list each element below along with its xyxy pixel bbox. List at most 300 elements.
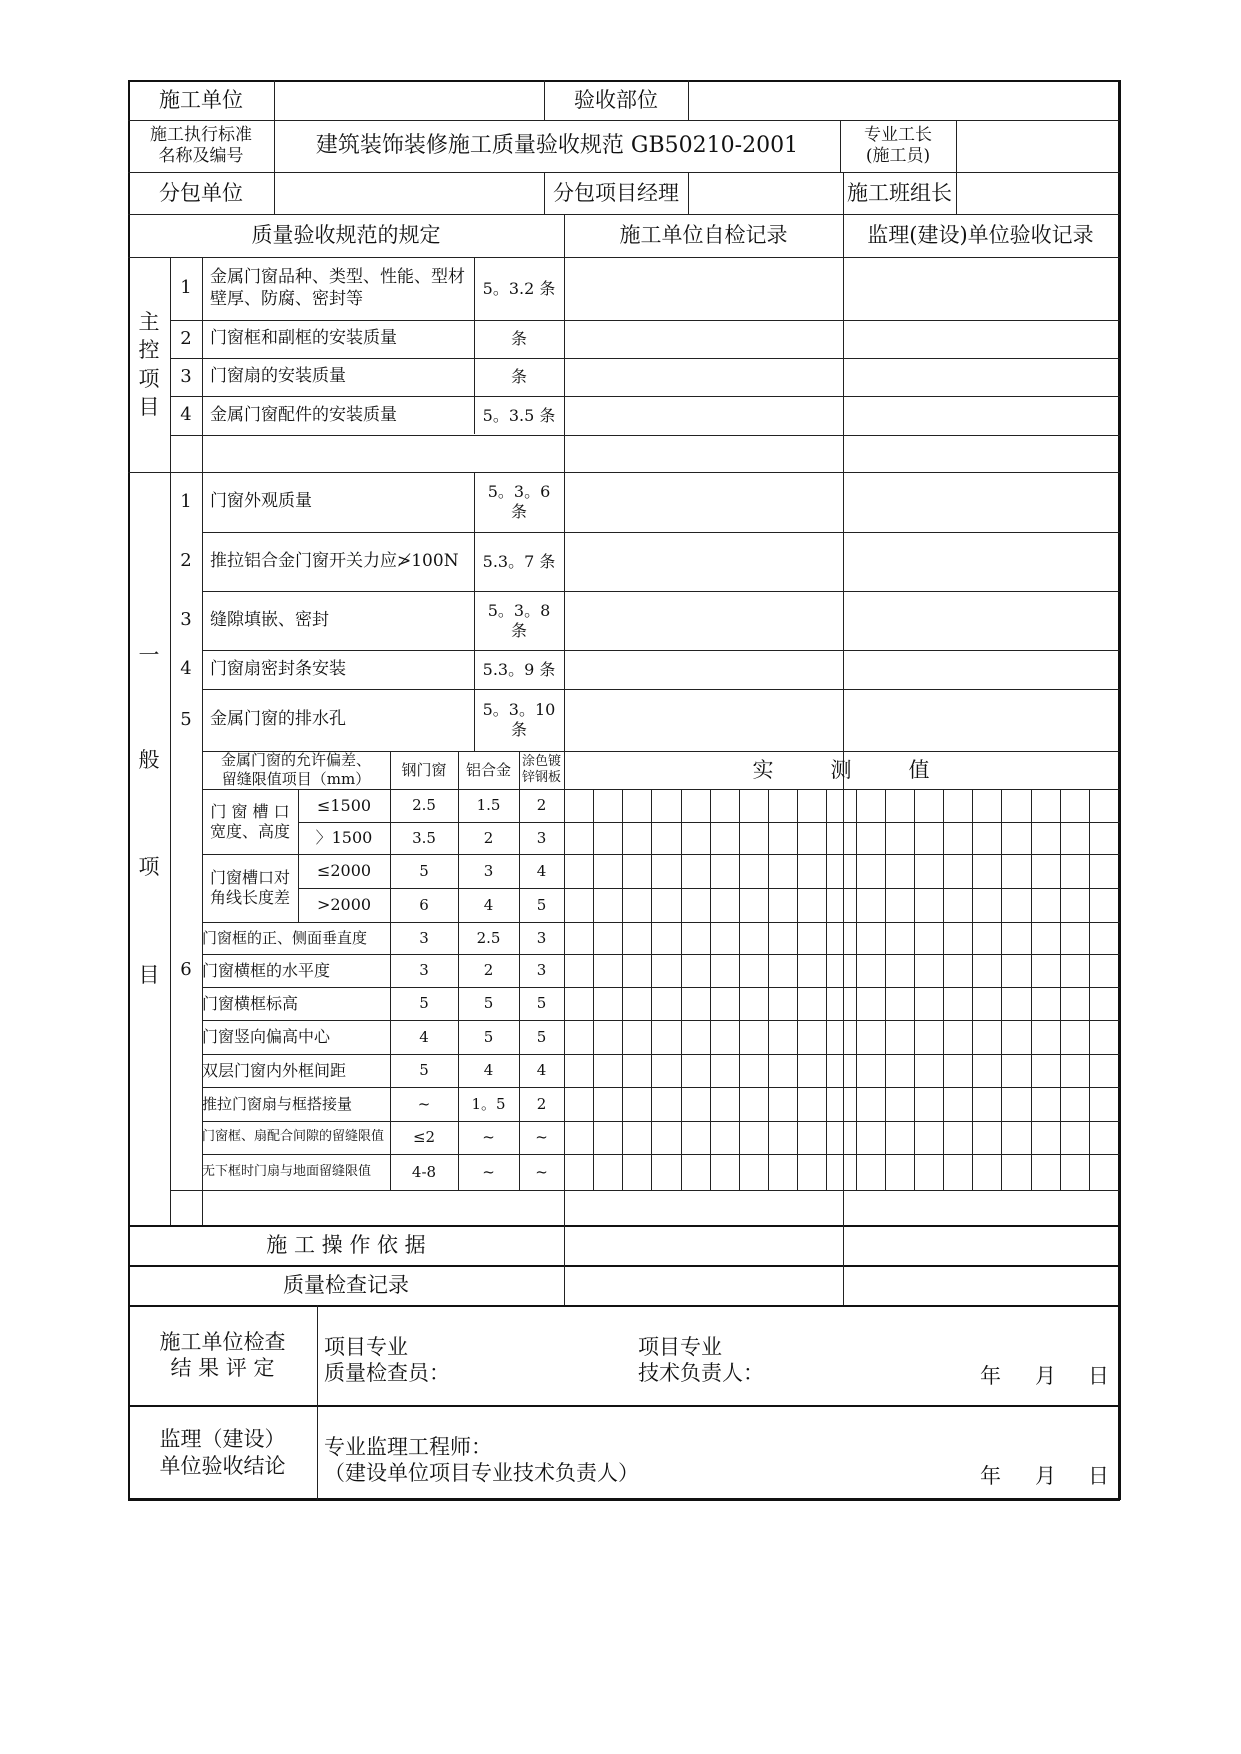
measured-value-cell[interactable] [739, 1020, 768, 1054]
measured-value-cell[interactable] [885, 854, 914, 888]
measured-value-cell[interactable] [826, 987, 856, 1020]
measured-value-cell[interactable] [972, 888, 1001, 922]
measured-value-cell[interactable] [710, 822, 739, 854]
measured-value-cell[interactable] [622, 954, 651, 987]
measured-label-char: 测 [830, 757, 852, 782]
self-check-record-field[interactable] [564, 257, 843, 320]
general-items-group-label [128, 472, 170, 1225]
measured-value-cell[interactable] [885, 1087, 914, 1121]
measured-value-cell[interactable] [739, 987, 768, 1020]
measured-value-cell[interactable] [739, 1087, 768, 1121]
measured-value-cell[interactable] [885, 1020, 914, 1054]
measured-value-cell[interactable] [1060, 789, 1089, 822]
measured-value-cell[interactable] [681, 1121, 710, 1154]
measured-value-cell[interactable] [856, 1121, 885, 1154]
measured-value-cell[interactable] [651, 789, 681, 822]
measured-value-cell[interactable] [564, 822, 593, 854]
self-check-record-field[interactable] [564, 472, 843, 532]
coated-tolerance: 3 [536, 961, 547, 980]
measured-value-cell[interactable] [651, 1087, 681, 1121]
measured-value-cell[interactable] [885, 922, 914, 954]
measured-value-cell[interactable] [1060, 888, 1089, 922]
measured-value-cell[interactable] [651, 954, 681, 987]
measured-value-cell[interactable] [651, 1121, 681, 1154]
measured-value-cell[interactable] [826, 954, 856, 987]
measured-value-cell[interactable] [972, 922, 1001, 954]
measured-value-cell[interactable] [1031, 954, 1060, 987]
supervision-record-field[interactable] [843, 257, 1118, 320]
measured-value-cell[interactable] [710, 789, 739, 822]
tolerance-condition: ≤2000 [316, 861, 372, 880]
tolerance-group-label [202, 789, 298, 854]
self-check-record-field[interactable] [564, 532, 843, 591]
self-check-record-field[interactable] [564, 435, 843, 472]
measured-value-cell[interactable] [914, 822, 943, 854]
measured-value-cell[interactable] [593, 922, 622, 954]
measured-value-cell[interactable] [914, 1054, 943, 1087]
tolerance-group-label-line: 门窗槽口对 [209, 868, 290, 887]
supervision-record-field[interactable] [843, 532, 1118, 591]
steel-tolerance: 5 [419, 861, 429, 880]
self-check-column-header: 施工单位自检记录 [619, 223, 788, 248]
measured-value-cell[interactable] [681, 1020, 710, 1054]
measured-value-cell[interactable] [914, 1121, 943, 1154]
measured-value-cell[interactable] [1060, 1020, 1089, 1054]
acceptance-part-field[interactable] [688, 80, 1118, 120]
measured-value-cell[interactable] [710, 1020, 739, 1054]
measured-value-cell[interactable] [972, 987, 1001, 1020]
measured-value-cell[interactable] [651, 854, 681, 888]
measured-value-cell[interactable] [797, 888, 826, 922]
measured-value-cell[interactable] [885, 954, 914, 987]
measured-value-cell[interactable] [710, 1154, 739, 1190]
coated-tolerance: 2 [536, 1094, 547, 1113]
measured-value-cell[interactable] [593, 987, 622, 1020]
measured-value-cell[interactable] [768, 922, 797, 954]
steel-tolerance: ≤2 [412, 1128, 436, 1147]
measured-value-cell[interactable] [797, 987, 826, 1020]
measured-value-cell[interactable] [710, 954, 739, 987]
supervision-record-field[interactable] [843, 689, 1118, 751]
measured-value-cell[interactable] [564, 888, 593, 922]
measured-value-cell[interactable] [681, 922, 710, 954]
self-check-record-field[interactable] [564, 591, 843, 650]
measured-value-cell[interactable] [1031, 1087, 1060, 1121]
aluminium-tolerance: 2.5 [476, 928, 501, 947]
self-check-record-field[interactable] [564, 650, 843, 689]
measured-value-cell[interactable] [826, 922, 856, 954]
measured-value-cell[interactable] [651, 1154, 681, 1190]
measured-value-cell[interactable] [826, 1121, 856, 1154]
measured-value-cell[interactable] [797, 854, 826, 888]
aluminium-tolerance: ~ [482, 1162, 495, 1181]
supervision-record-field[interactable] [843, 358, 1118, 396]
measured-value-cell[interactable] [681, 1154, 710, 1190]
construction-basis-supervision-field[interactable] [843, 1225, 1118, 1265]
measured-value-cell[interactable] [622, 1087, 651, 1121]
construction-eval-label-line: 结 果 评 定 [170, 1356, 275, 1380]
measured-value-cell[interactable] [739, 1121, 768, 1154]
coated-tolerance: ~ [535, 1162, 548, 1181]
coated-tolerance: ~ [535, 1128, 548, 1147]
measured-value-cell[interactable] [622, 854, 651, 888]
measured-value-cell[interactable] [856, 1154, 885, 1190]
self-check-record-field[interactable] [564, 396, 843, 435]
supervision-conclusion-label-line: 单位验收结论 [159, 1453, 286, 1478]
measured-value-cell[interactable] [972, 954, 1001, 987]
measured-value-cell[interactable] [797, 1020, 826, 1054]
measured-value-cell[interactable] [593, 888, 622, 922]
measured-value-cell[interactable] [622, 888, 651, 922]
measured-value-cell[interactable] [651, 922, 681, 954]
measured-value-cell[interactable] [826, 1154, 856, 1190]
standard-name: 建筑装饰装修施工质量验收规范 GB50210-2001 [315, 133, 799, 159]
measured-value-cell[interactable] [651, 1054, 681, 1087]
measured-value-cell[interactable] [856, 1020, 885, 1054]
measured-value-cell[interactable] [1001, 854, 1031, 888]
group-label-char: 般 [138, 747, 160, 772]
measured-value-cell[interactable] [943, 1154, 972, 1190]
measured-value-cell[interactable] [564, 1121, 593, 1154]
quality-inspector-label [324, 1330, 628, 1390]
measured-value-cell[interactable] [1001, 1087, 1031, 1121]
measured-value-cell[interactable] [856, 1054, 885, 1087]
measured-value-cell[interactable] [768, 1121, 797, 1154]
measured-value-cell[interactable] [651, 822, 681, 854]
coated-column-header-line: 涂色镀 [521, 753, 561, 769]
measured-value-cell[interactable] [972, 1121, 1001, 1154]
measured-value-cell[interactable] [943, 888, 972, 922]
measured-value-cell[interactable] [914, 1087, 943, 1121]
construction-unit-field[interactable] [274, 80, 544, 120]
measured-value-cell[interactable] [739, 789, 768, 822]
measured-value-cell[interactable] [1060, 854, 1089, 888]
measured-value-cell[interactable] [1031, 1054, 1060, 1087]
measured-value-cell[interactable] [885, 789, 914, 822]
measured-value-cell[interactable] [914, 888, 943, 922]
measured-value-cell[interactable] [622, 1020, 651, 1054]
measured-value-cell[interactable] [914, 854, 943, 888]
measured-value-cell[interactable] [564, 1087, 593, 1121]
group-label-char: 一 [138, 642, 160, 667]
measured-value-cell[interactable] [564, 954, 593, 987]
standard-label-line: 名称及编号 [158, 146, 244, 166]
measured-value-cell[interactable] [710, 987, 739, 1020]
measured-value-cell[interactable] [739, 888, 768, 922]
measured-value-cell[interactable] [768, 1020, 797, 1054]
measured-value-cell[interactable] [972, 822, 1001, 854]
supervision-record-field[interactable] [843, 650, 1118, 689]
measured-value-cell[interactable] [768, 954, 797, 987]
coated-tolerance: 3 [536, 928, 547, 947]
measured-value-cell[interactable] [797, 1087, 826, 1121]
measured-value-cell[interactable] [1031, 987, 1060, 1020]
measured-value-cell[interactable] [943, 1054, 972, 1087]
measured-value-cell[interactable] [885, 1121, 914, 1154]
measured-value-cell[interactable] [1031, 789, 1060, 822]
item-number: 1 [180, 277, 192, 299]
measured-value-cell[interactable] [1001, 1121, 1031, 1154]
measured-value-cell[interactable] [593, 954, 622, 987]
measured-value-cell[interactable] [768, 789, 797, 822]
aluminium-tolerance: ~ [482, 1128, 495, 1147]
aluminium-tolerance: 2 [483, 961, 494, 980]
measured-value-cell[interactable] [564, 987, 593, 1020]
measured-value-cell[interactable] [1060, 822, 1089, 854]
measured-value-cell[interactable] [651, 1020, 681, 1054]
measured-value-cell[interactable] [797, 1054, 826, 1087]
measured-value-cell[interactable] [739, 954, 768, 987]
coated-tolerance: 5 [536, 895, 547, 914]
measured-value-cell[interactable] [564, 1054, 593, 1087]
measured-value-cell[interactable] [681, 854, 710, 888]
measured-value-cell[interactable] [856, 854, 885, 888]
measured-value-cell[interactable] [797, 1121, 826, 1154]
measured-value-cell[interactable] [914, 954, 943, 987]
measured-value-cell[interactable] [856, 888, 885, 922]
measured-value-cell[interactable] [739, 1154, 768, 1190]
measured-value-cell[interactable] [681, 822, 710, 854]
measured-value-cell[interactable] [622, 922, 651, 954]
measured-value-cell[interactable] [1001, 954, 1031, 987]
measured-value-cell[interactable] [943, 1087, 972, 1121]
measured-value-cell[interactable] [593, 1054, 622, 1087]
measured-value-cell[interactable] [739, 1054, 768, 1087]
acceptance-part-label: 验收部位 [574, 87, 658, 112]
measured-value-cell[interactable] [622, 789, 651, 822]
measured-value-cell[interactable] [622, 1121, 651, 1154]
group-label-char: 控 [138, 338, 160, 363]
tolerance-item-name: 推拉门窗扇与框搭接量 [202, 1094, 353, 1113]
measured-value-cell[interactable] [564, 854, 593, 888]
measured-value-cell[interactable] [943, 987, 972, 1020]
measured-value-cell[interactable] [856, 1087, 885, 1121]
measured-value-cell[interactable] [593, 1121, 622, 1154]
measured-value-cell[interactable] [1001, 1020, 1031, 1054]
measured-value-cell[interactable] [593, 1087, 622, 1121]
day-label: 日 [1088, 1363, 1109, 1388]
measured-value-cell[interactable] [943, 1121, 972, 1154]
measured-value-cell[interactable] [1060, 1054, 1089, 1087]
measured-value-cell[interactable] [710, 922, 739, 954]
month-label: 月 [1035, 1463, 1056, 1488]
measured-value-cell[interactable] [710, 888, 739, 922]
supervision-record-field[interactable] [843, 396, 1118, 435]
subcontract-manager-field[interactable] [688, 172, 843, 214]
measured-value-cell[interactable] [768, 822, 797, 854]
measured-value-cell[interactable] [856, 822, 885, 854]
measured-value-cell[interactable] [943, 1020, 972, 1054]
measured-value-cell[interactable] [768, 1087, 797, 1121]
foreman-field[interactable] [956, 120, 1118, 172]
measured-value-cell[interactable] [710, 1087, 739, 1121]
measured-value-cell[interactable] [885, 822, 914, 854]
tolerance-group-label-line: 角线长度差 [209, 888, 290, 907]
item-number: 6 [180, 959, 192, 981]
measured-value-cell[interactable] [681, 1087, 710, 1121]
coated-tolerance: 4 [536, 861, 547, 880]
aluminium-tolerance: 4 [483, 895, 494, 914]
measured-value-cell[interactable] [622, 1054, 651, 1087]
measured-value-cell[interactable] [622, 987, 651, 1020]
tolerance-condition: >2000 [316, 895, 372, 914]
measured-value-cell[interactable] [914, 789, 943, 822]
measured-value-cell[interactable] [1001, 822, 1031, 854]
measured-value-cell[interactable] [856, 954, 885, 987]
measured-value-cell[interactable] [856, 922, 885, 954]
measured-value-cell[interactable] [885, 987, 914, 1020]
tolerance-item-name: 门窗框的正、侧面垂直度 [202, 928, 368, 947]
measured-value-cell[interactable] [622, 1154, 651, 1190]
measured-value-cell[interactable] [1001, 888, 1031, 922]
subcontract-unit-field[interactable] [274, 172, 544, 214]
measured-value-cell[interactable] [914, 987, 943, 1020]
measured-value-cell[interactable] [593, 1020, 622, 1054]
measured-value-cell[interactable] [710, 854, 739, 888]
measured-value-cell[interactable] [856, 987, 885, 1020]
item-description: 门窗外观质量 [210, 491, 312, 512]
measured-value-cell[interactable] [651, 987, 681, 1020]
supervising-engineer-label-line: 专业监理工程师： [324, 1434, 492, 1459]
measured-value-cell[interactable] [1001, 987, 1031, 1020]
measured-value-cell[interactable] [1031, 854, 1060, 888]
measured-value-cell[interactable] [826, 789, 856, 822]
measured-value-cell[interactable] [1060, 954, 1089, 987]
team-leader-field[interactable] [956, 172, 1118, 214]
measured-value-cell[interactable] [1031, 822, 1060, 854]
measured-value-cell[interactable] [826, 1087, 856, 1121]
self-check-record-field[interactable] [564, 320, 843, 358]
steel-tolerance: 3.5 [412, 828, 436, 847]
measured-value-cell[interactable] [681, 888, 710, 922]
construction-basis-self-field[interactable] [564, 1225, 843, 1265]
measured-value-cell[interactable] [681, 987, 710, 1020]
measured-value-cell[interactable] [739, 854, 768, 888]
measured-value-cell[interactable] [768, 1154, 797, 1190]
measured-value-cell[interactable] [593, 822, 622, 854]
measured-value-cell[interactable] [1031, 922, 1060, 954]
measured-value-cell[interactable] [797, 789, 826, 822]
measured-value-cell[interactable] [972, 1087, 1001, 1121]
measured-value-cell[interactable] [593, 1154, 622, 1190]
measured-value-cell[interactable] [1060, 1087, 1089, 1121]
measured-value-cell[interactable] [914, 922, 943, 954]
measured-value-cell[interactable] [739, 822, 768, 854]
measured-value-cell[interactable] [564, 789, 593, 822]
item-clause: 5。3.2 条 [482, 278, 556, 298]
measured-value-cell[interactable] [651, 888, 681, 922]
measured-value-cell[interactable] [564, 922, 593, 954]
measured-value-cell[interactable] [885, 888, 914, 922]
item-description: 门窗框和副框的安装质量 [210, 328, 397, 349]
measured-value-cell[interactable] [1001, 1054, 1031, 1087]
measured-value-cell[interactable] [885, 1054, 914, 1087]
measured-value-cell[interactable] [593, 789, 622, 822]
measured-value-cell[interactable] [943, 922, 972, 954]
spec-column-header: 质量验收规范的规定 [251, 223, 441, 248]
measured-value-cell[interactable] [1031, 1154, 1060, 1190]
aluminium-column-header: 铝合金 [465, 760, 511, 779]
measured-value-cell[interactable] [797, 922, 826, 954]
measured-value-cell[interactable] [972, 1054, 1001, 1087]
standard-label-line: 施工执行标准 [150, 124, 252, 145]
supervision-record-field[interactable] [843, 435, 1118, 472]
measured-value-cell[interactable] [1060, 1154, 1089, 1190]
measured-value-cell[interactable] [826, 888, 856, 922]
measured-value-cell[interactable] [768, 1054, 797, 1087]
inspection-record-self-field[interactable] [564, 1265, 843, 1305]
self-check-record-field[interactable] [564, 689, 843, 751]
measured-value-cell[interactable] [797, 1154, 826, 1190]
measured-value-cell[interactable] [1060, 1121, 1089, 1154]
measured-value-cell[interactable] [972, 789, 1001, 822]
measured-value-cell[interactable] [564, 1154, 593, 1190]
measured-value-cell[interactable] [1001, 1154, 1031, 1190]
measured-value-cell[interactable] [914, 1154, 943, 1190]
technical-lead-label-line: 项目专业 [638, 1334, 722, 1359]
supervision-record-field[interactable] [843, 472, 1118, 532]
measured-value-cell[interactable] [826, 854, 856, 888]
measured-value-cell[interactable] [972, 854, 1001, 888]
measured-value-cell[interactable] [826, 1020, 856, 1054]
measured-value-cell[interactable] [768, 987, 797, 1020]
measured-value-cell[interactable] [1031, 1020, 1060, 1054]
measured-value-cell[interactable] [1031, 1121, 1060, 1154]
measured-value-cell[interactable] [593, 854, 622, 888]
measured-value-cell[interactable] [739, 922, 768, 954]
measured-value-cell[interactable] [681, 1054, 710, 1087]
measured-value-cell[interactable] [1001, 789, 1031, 822]
tolerance-item-name: 门窗竖向偏高中心 [202, 1027, 331, 1046]
measured-value-cell[interactable] [943, 789, 972, 822]
group-label-char: 项 [138, 854, 160, 879]
quality-inspector-label-line: 项目专业 [324, 1334, 408, 1359]
measured-value-cell[interactable] [885, 1154, 914, 1190]
measured-value-cell[interactable] [943, 822, 972, 854]
measured-value-cell[interactable] [856, 789, 885, 822]
measured-value-cell[interactable] [1060, 922, 1089, 954]
item-clause: 5。3。6 条 [487, 482, 551, 521]
year-label: 年 [980, 1463, 1001, 1488]
item-number: 2 [180, 327, 192, 349]
measured-value-cell[interactable] [943, 854, 972, 888]
measured-value-cell[interactable] [622, 822, 651, 854]
measured-value-cell[interactable] [710, 1054, 739, 1087]
measured-value-cell[interactable] [914, 1020, 943, 1054]
measured-value-cell[interactable] [826, 822, 856, 854]
measured-value-cell[interactable] [972, 1020, 1001, 1054]
measured-value-cell[interactable] [826, 1054, 856, 1087]
measured-value-cell[interactable] [1060, 987, 1089, 1020]
measured-value-cell[interactable] [681, 789, 710, 822]
self-check-record-field[interactable] [564, 358, 843, 396]
supervision-record-field[interactable] [843, 591, 1118, 650]
measured-value-cell[interactable] [797, 954, 826, 987]
tolerance-group-label-line: 门 窗 槽 口 [210, 801, 290, 821]
supervision-record-field[interactable] [843, 320, 1118, 358]
measured-value-cell[interactable] [681, 954, 710, 987]
measured-value-cell[interactable] [972, 1154, 1001, 1190]
measured-value-cell[interactable] [1001, 922, 1031, 954]
measured-value-cell[interactable] [564, 1020, 593, 1054]
measured-value-cell[interactable] [768, 854, 797, 888]
inspection-record-supervision-field[interactable] [843, 1265, 1118, 1305]
measured-value-cell[interactable] [710, 1121, 739, 1154]
measured-value-cell[interactable] [943, 954, 972, 987]
measured-value-cell[interactable] [1031, 888, 1060, 922]
measured-value-cell[interactable] [768, 888, 797, 922]
measured-value-cell[interactable] [797, 822, 826, 854]
